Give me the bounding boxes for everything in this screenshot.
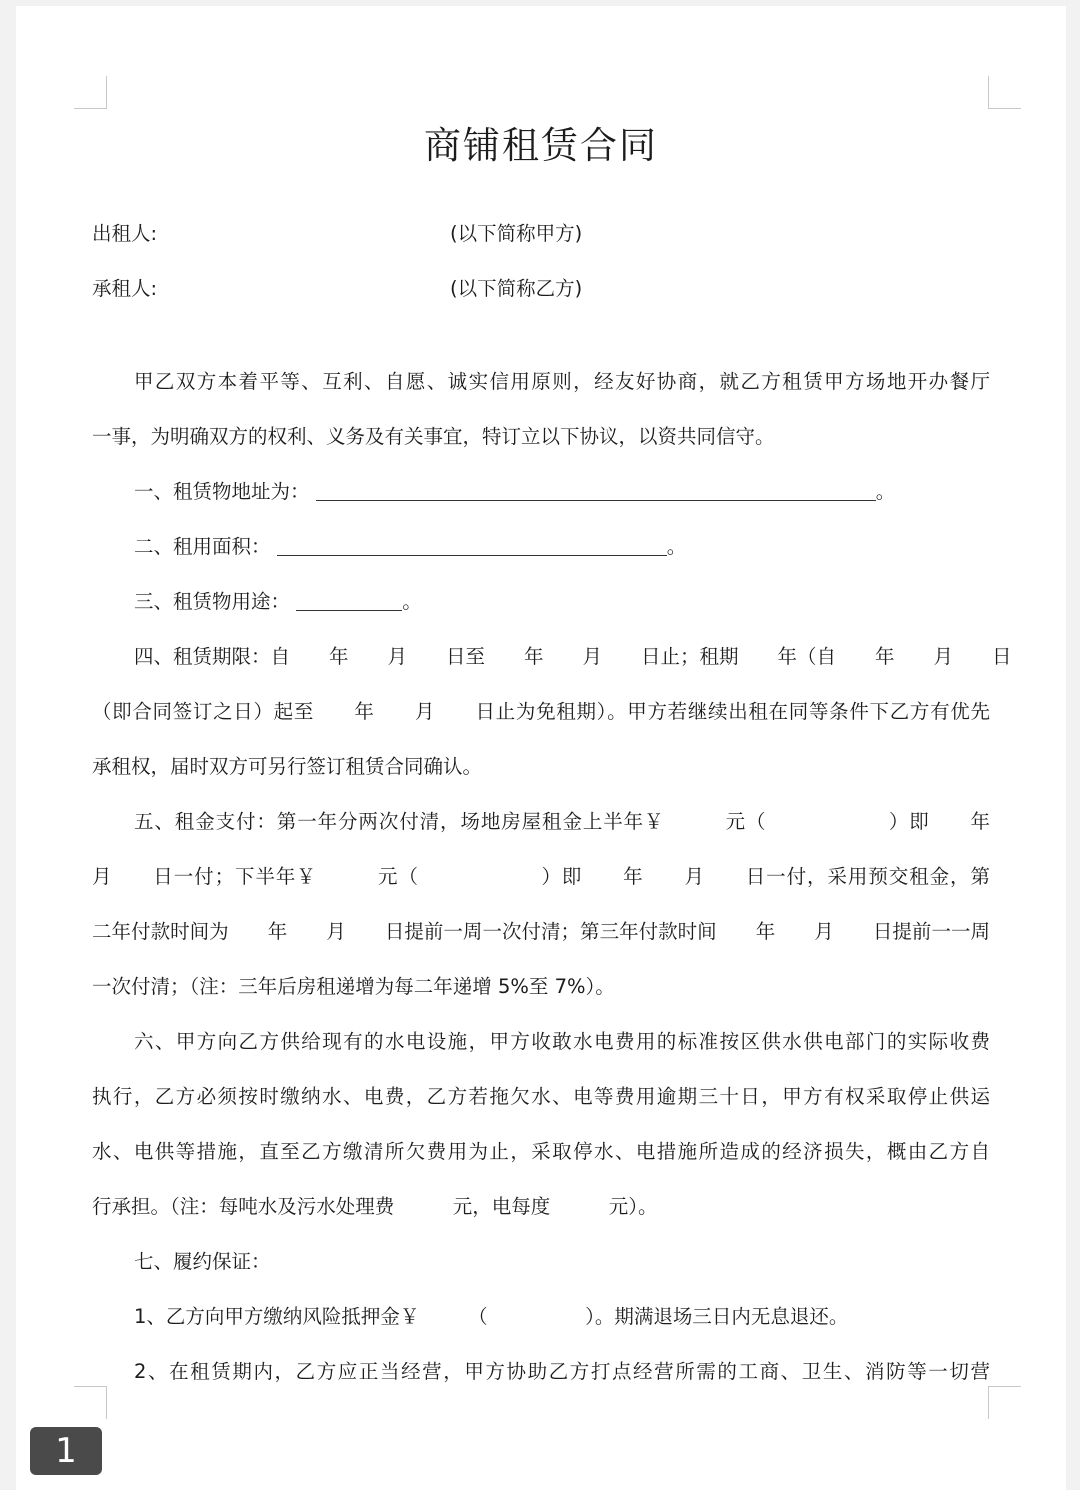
use-blank <box>296 588 402 611</box>
paragraph-line: 四、租赁期限：自 年 月 日至 年 月 日止；租期 年（自 年 月 日 <box>134 645 1012 668</box>
paragraph-line: 五、租金支付：第一年分两次付清，场地房屋租金上半年￥ 元（ ）即 年 <box>134 810 990 833</box>
paragraph-line: 月 日一付；下半年￥ 元（ ）即 年 月 日一付，采用预交租金，第 <box>92 865 990 888</box>
area-blank <box>277 533 667 556</box>
clause-address-label: 一、租赁物地址为： <box>134 480 310 503</box>
period: 。 <box>875 480 896 503</box>
lessor-label: 出租人: <box>92 222 158 245</box>
lessee-line <box>92 261 990 316</box>
lessee-note: (以下简称乙方) <box>450 277 583 300</box>
crop-mark-top-right <box>988 76 1021 109</box>
lessor-line <box>92 206 990 261</box>
paragraph-line: 1、乙方向甲方缴纳风险抵押金￥ （ ）。期满退场三日内无息退还。 <box>134 1305 849 1328</box>
period: 。 <box>666 535 687 558</box>
lessor-note: (以下简称甲方) <box>450 222 583 245</box>
paragraph-line: 一事，为明确双方的权利、义务及有关事宜，特订立以下协议，以资共同信守。 <box>92 425 775 448</box>
clause-address <box>92 464 990 519</box>
period: 。 <box>402 590 422 613</box>
paragraph-line: 执行，乙方必须按时缴纳水、电费，乙方若拖欠水、电等费用逾期三十日，甲方有权采取停止供运 <box>92 1085 990 1108</box>
paragraph-line: 水、电供等措施，直至乙方缴清所欠费用为止，采取停水、电措施所造成的经济损失，概由乙方自 <box>92 1140 990 1163</box>
paragraph-line: 行承担。（注：每吨水及污水处理费 元，电每度 元）。 <box>92 1195 658 1218</box>
clause-area <box>92 519 990 574</box>
clause-use-label: 三、租赁物用途： <box>134 590 291 613</box>
lessee-label: 承租人: <box>92 277 158 300</box>
paragraph-line: 二年付款时间为 年 月 日提前一周一次付清；第三年付款时间 年 月 日提前一一周 <box>92 920 990 943</box>
paragraph-line: 七、履约保证： <box>134 1250 271 1273</box>
address-blank <box>316 478 876 501</box>
document-page <box>16 6 1066 1490</box>
page-number-badge[interactable]: 1 <box>30 1427 102 1475</box>
document-body <box>92 116 1012 1399</box>
crop-mark-top-left <box>74 76 107 109</box>
clause-area-label: 二、租用面积： <box>134 535 271 558</box>
paragraph-line: 2、在租赁期内，乙方应正当经营，甲方协助乙方打点经营所需的工商、卫生、消防等一切营 <box>134 1360 990 1383</box>
document-title: 商铺租赁合同 <box>424 124 658 167</box>
crop-mark-bottom-right <box>988 1386 1021 1419</box>
paragraph-line: 承租权，届时双方可另行签订租赁合同确认。 <box>92 755 483 778</box>
paragraph-line: 六、甲方向乙方供给现有的水电设施，甲方收敢水电费用的标准按区供水供电部门的实际收费 <box>134 1030 990 1053</box>
paragraph-line: 甲乙双方本着平等、互利、自愿、诚实信用原则，经友好协商，就乙方租赁甲方场地开办餐厅 <box>134 370 990 393</box>
paragraph-line: 一次付清；（注：三年后房租递增为每二年递增 5%至 7%）。 <box>92 975 615 998</box>
clause-use <box>92 574 990 629</box>
paragraph-line: （即合同签订之日）起至 年 月 日止为免租期）。甲方若继续出租在同等条件下乙方有优先 <box>92 700 990 723</box>
